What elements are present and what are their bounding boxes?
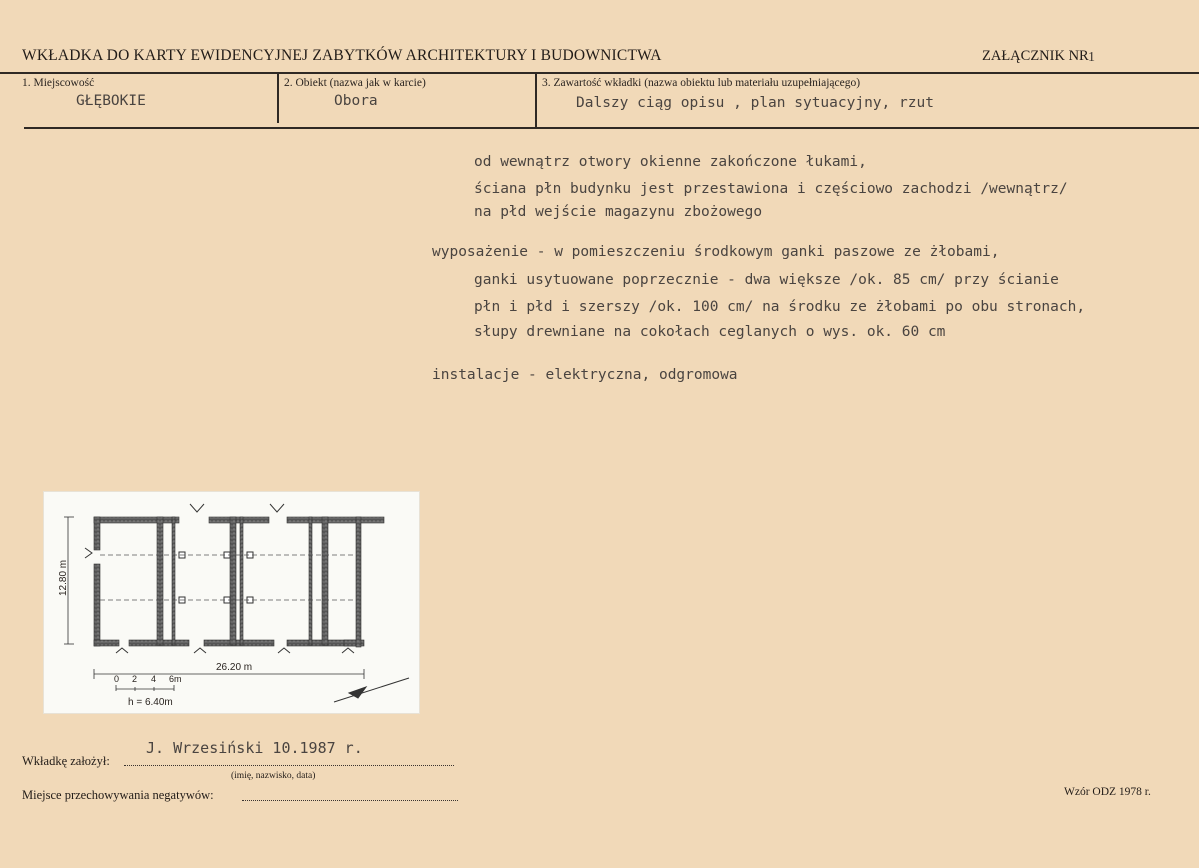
object-value: Obora [334, 93, 378, 109]
author-hint: (imię, nazwisko, data) [231, 771, 316, 781]
author-value: J. Wrzesiński 10.1987 r. [146, 739, 363, 757]
body-para2-line2: ganki usytuowane poprzecznie - dwa większe /ok. 85 cm/ przy ścianie [474, 272, 1059, 288]
header-top-rule [0, 72, 1199, 74]
plan-length-dimension: 26.20 m [216, 662, 253, 673]
body-para3: instalacje - elektryczna, odgromowa [432, 367, 738, 383]
attachment-number: 1 [1088, 50, 1095, 65]
plan-height-note: h = 6.40m [128, 697, 173, 708]
body-para2-line4: słupy drewniane na cokołach ceglanych o wys. ok. 60 cm [474, 324, 946, 340]
body-para2-line1: wyposażenie - w pomieszczeniu środkowym ganki paszowe ze żłobami, [432, 244, 1000, 260]
north-arrow-icon [334, 678, 409, 702]
plan-beam-lines [100, 555, 356, 600]
scale-tick-4: 4 [151, 674, 157, 684]
floor-plan-drawing [44, 492, 419, 713]
column-divider-1 [277, 73, 279, 123]
locality-label: 1. Miejscowość [22, 77, 95, 89]
body-para1-line1: od wewnątrz otwory okienne zakończone łukami, [474, 154, 867, 170]
scale-tick-0: 0 [114, 674, 120, 684]
header-bottom-rule [24, 127, 1199, 129]
content-label: 3. Zawartość wkładki (nazwa obiektu lub materiału uzupełniającego) [542, 77, 861, 89]
scale-tick-6: 6m [169, 674, 182, 684]
locality-value: GŁĘBOKIE [76, 93, 146, 109]
form-code: Wzór ODZ 1978 r. [1064, 786, 1151, 798]
attachment-label: ZAŁĄCZNIK NR [982, 48, 1089, 64]
body-para1-line2: ściana płn budynku jest przestawiona i częściowo zachodzi /wewnątrz/ [474, 181, 1068, 197]
negatives-line [242, 800, 458, 801]
object-label: 2. Obiekt (nazwa jak w karcie) [284, 77, 426, 89]
floor-plan [44, 492, 419, 713]
body-para2-line3: płn i płd i szerszy /ok. 100 cm/ na środku ze żłobami po obu stronach, [474, 299, 1086, 315]
sheet-title: WKŁADKA DO KARTY EWIDENCYJNEJ ZABYTKÓW ARCHITEKTURY I BUDOWNICTWA [22, 47, 662, 64]
plan-walls [94, 517, 384, 647]
column-divider-2 [535, 73, 537, 127]
body-para1-line3: na płd wejście magazynu zbożowego [474, 204, 763, 220]
plan-door-marks [85, 504, 354, 653]
plan-dimension-lines [64, 517, 364, 691]
scale-tick-2: 2 [132, 674, 138, 684]
plan-height-dimension: 12.80 m [58, 559, 69, 596]
content-value: Dalszy ciąg opisu , plan sytuacyjny, rzut [576, 95, 934, 111]
author-label: Wkładkę założył: [22, 754, 110, 768]
author-line [124, 765, 454, 766]
negatives-label: Miejsce przechowywania negatywów: [22, 788, 214, 802]
